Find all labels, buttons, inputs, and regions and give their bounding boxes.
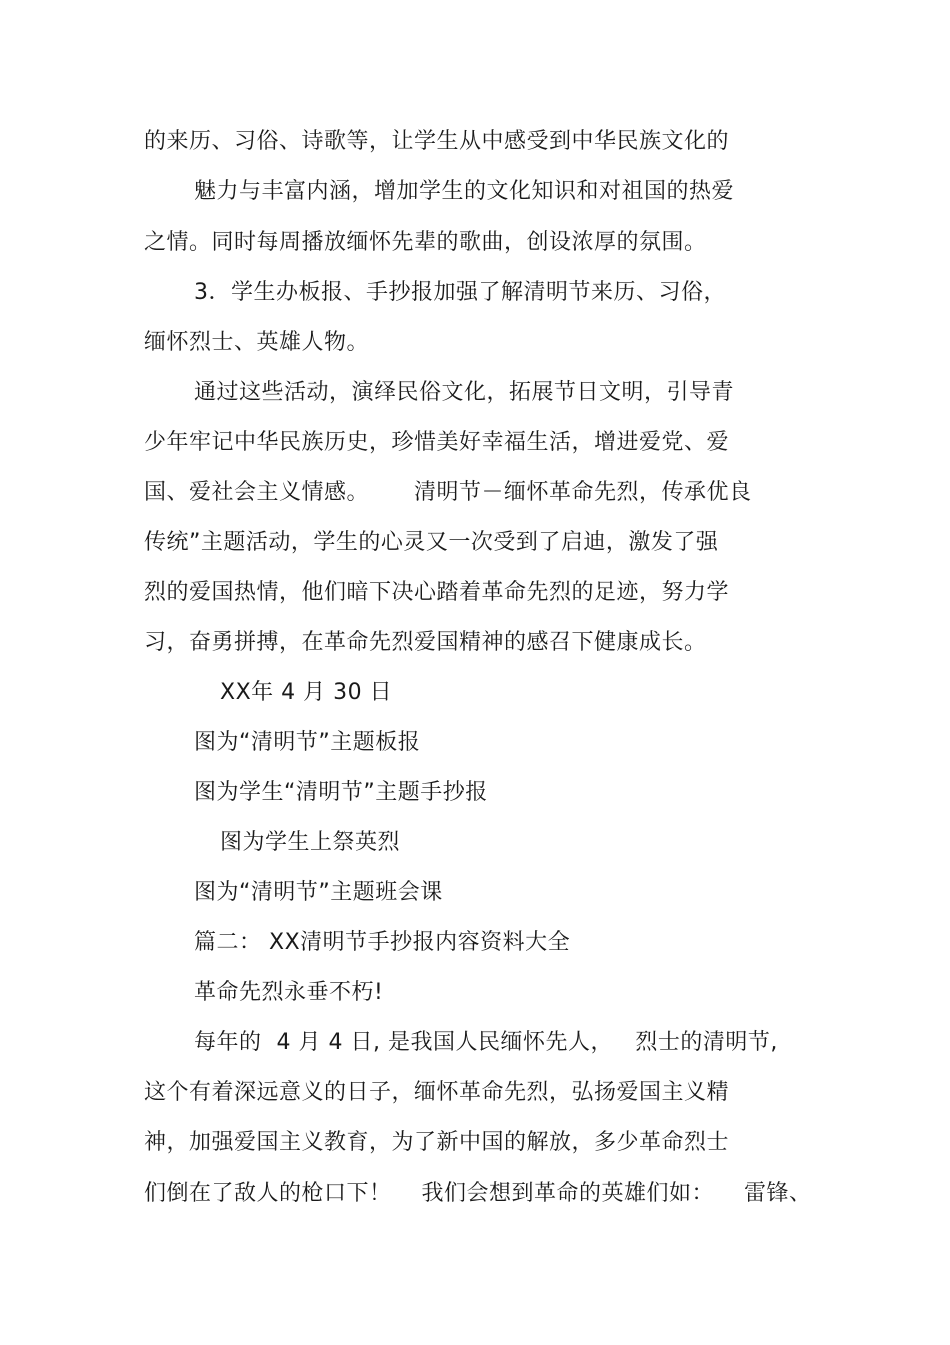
text-line-10: 烈的爱国热情，他们暗下决心踏着革命先烈的足迹，努力学 bbox=[144, 580, 730, 605]
caption-class-meeting: 图为“清明节”主题班会课 bbox=[194, 880, 443, 905]
text-line-9: 传统”主题活动，学生的心灵又一次受到了启迪，激发了强 bbox=[144, 530, 719, 555]
text-line-21: 神，加强爱国主义教育，为了新中国的解放，多少革命烈士 bbox=[144, 1130, 730, 1155]
text-line-7: 少年牢记中华民族历史，珍惜美好幸福生活，增进爱党、爱 bbox=[144, 430, 730, 455]
text-line-22: 们倒在了敌人的枪口下！ 我们会想到革命的英雄们如： 雷锋、 bbox=[144, 1181, 812, 1206]
text-line-1: 的来历、习俗、诗歌等，让学生从中感受到中华民族文化的 bbox=[144, 129, 730, 154]
text-line-20: 这个有着深远意义的日子，缅怀革命先烈，弘扬爱国主义精 bbox=[144, 1080, 730, 1105]
slogan-line: 革命先烈永垂不朽! bbox=[194, 980, 384, 1005]
text-line-6: 通过这些活动，演绎民俗文化，拓展节日文明，引导青 bbox=[194, 380, 735, 405]
text-line-5: 缅怀烈士、英雄人物。 bbox=[144, 330, 370, 355]
text-line-3: 之情。同时每周播放缅怀先辈的歌曲，创设浓厚的氛围。 bbox=[144, 230, 707, 255]
date-line: XX年 4 月 30 日 bbox=[220, 680, 393, 705]
caption-martyrs: 图为学生上祭英烈 bbox=[220, 830, 401, 855]
text-line-8: 国、爱社会主义情感。 清明节－缅怀革命先烈，传承优良 bbox=[144, 480, 752, 505]
text-line-4: 3．学生办板报、手抄报加强了解清明节来历、习俗， bbox=[194, 280, 726, 305]
text-line-11: 习，奋勇拼搏，在革命先烈爱国精神的感召下健康成长。 bbox=[144, 630, 707, 655]
caption-board: 图为“清明节”主题板报 bbox=[194, 730, 421, 755]
text-line-19: 每年的 4 月 4 日, 是我国人民缅怀先人， 烈士的清明节, bbox=[194, 1030, 778, 1055]
caption-handwritten-paper: 图为学生“清明节”主题手抄报 bbox=[194, 780, 488, 805]
text-line-2: 魅力与丰富内涵，增加学生的文化知识和对祖国的热爱 bbox=[194, 179, 735, 204]
section-heading: 篇二： XX清明节手抄报内容资料大全 bbox=[194, 930, 571, 955]
